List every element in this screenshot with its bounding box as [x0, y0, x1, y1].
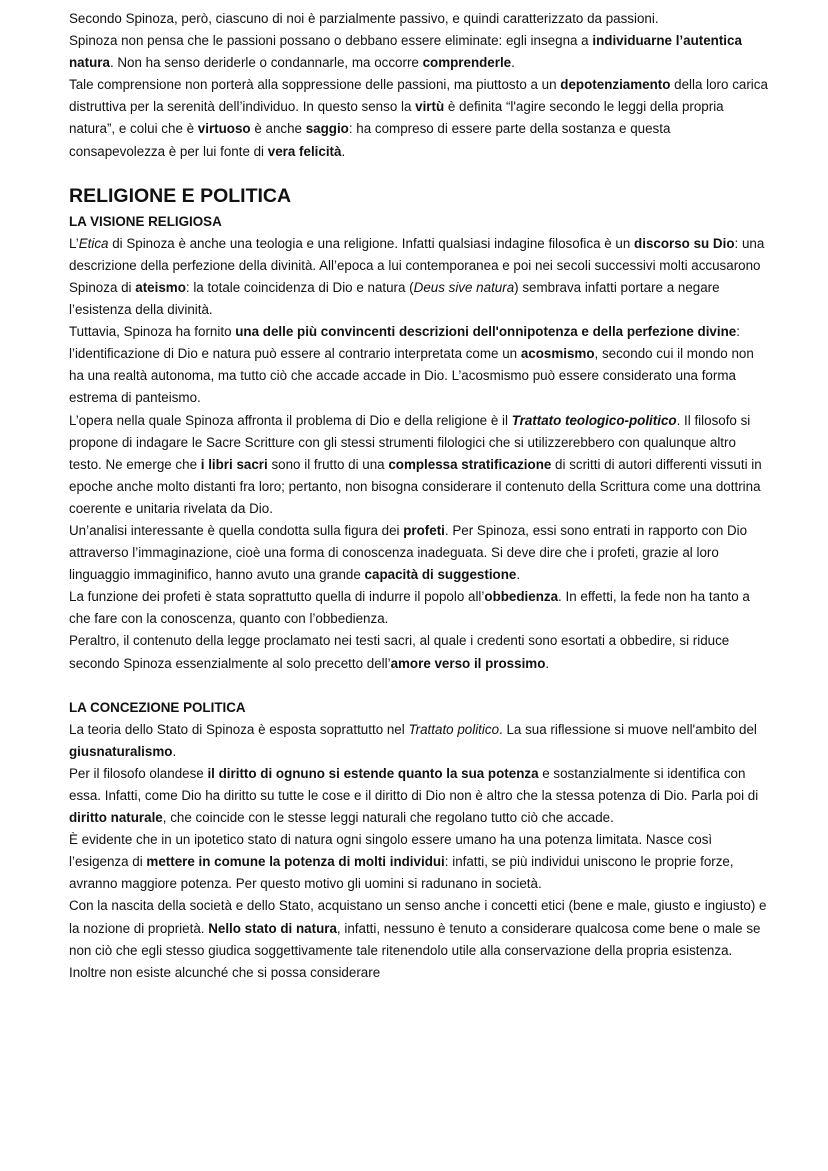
text-run: L’: [69, 235, 79, 251]
section-heading: [69, 181, 769, 211]
text-run: ) sembrava infatti portare a negare l’esistenza della divinità.: [69, 279, 720, 318]
bold-text: Nello stato di natura: [208, 920, 337, 936]
text-run: La teoria dello Stato di Spinoza è esposta soprattutto nel: [69, 721, 409, 737]
text-run: La funzione dei profeti è stata soprattutto quella di indurre il popolo all’: [69, 589, 485, 605]
paragraph: [69, 895, 769, 983]
bold-text: Trattato teologico-politico: [511, 412, 677, 428]
document-page: [69, 8, 769, 984]
italic-text: Deus sive natura: [413, 279, 515, 295]
subsection-heading: [69, 211, 769, 233]
paragraph: [69, 586, 769, 630]
text-run: : una descrizione della perfezione della divinità. All’epoca a lui contemporanea e poi nei secoli successivi molti accusarono Spinoza di: [69, 235, 765, 295]
italic-text: Etica: [78, 235, 109, 251]
bold-text: mettere in comune la potenza di molti individui: [146, 854, 445, 870]
paragraph: [69, 233, 769, 321]
text-run: di scritti di autori differenti vissuti in epoche anche molto distanti fra loro; pertanto, non bisogna considerare il contenuto della Scrittura come una dottrina coerente e unitaria rivelata da Dio.: [69, 456, 762, 516]
bold-text: i libri sacri: [200, 456, 268, 472]
text-run: della loro carica distruttiva per la serenità dell’individuo. In questo senso la: [69, 77, 768, 115]
italic-text: Trattato politico: [408, 721, 500, 737]
text-run: , infatti, nessuno è tenuto a considerare qualcosa come bene o male se non ciò che egli stesso giudica soggettivamente tale ritenendolo utile alla conservazione della propria esistenza. Inoltre non esiste alcunché che si possa considerare: [69, 920, 761, 980]
text-run: , secondo cui il mondo non ha una realtà autonoma, ma tutto ciò che accade accade in Dio. L’acosmismo può essere considerato una forma estrema di panteismo.: [69, 346, 754, 406]
bold-text: virtù: [415, 99, 445, 115]
bold-text: depotenziamento: [560, 77, 671, 93]
text-run: di Spinoza è anche una teologia e una religione. Infatti qualsiasi indagine filosofica è un: [108, 235, 635, 251]
text-run: LA CONCEZIONE POLITICA: [69, 699, 246, 715]
bold-text: diritto naturale: [69, 810, 163, 826]
text-run: . In effetti, la fede non ha tanto a che fare con la conoscenza, quanto con l’obbedienza.: [69, 589, 750, 627]
paragraph: [69, 30, 769, 74]
text-run: . Per Spinoza, essi sono entrati in rapporto con Dio attraverso l’immaginazione, cioè una forma di conoscenza inadeguata. Si deve dire che i profeti, grazie al loro linguaggio immaginifico, hanno avuto una grande: [69, 522, 748, 583]
text-run: e sostanzialmente si identifica con essa. Infatti, come Dio ha diritto su tutte le cose e il diritto di Dio non è altro che la stessa potenza di Dio. Parla poi di: [69, 765, 759, 803]
text-run: . La sua riflessione si muove nell'ambito del: [499, 721, 757, 737]
text-run: .: [172, 743, 177, 759]
text-run: sono il frutto di una: [267, 456, 389, 472]
bold-text: giusnaturalismo: [69, 743, 173, 759]
text-run: : la totale coincidenza di Dio e natura (: [185, 279, 414, 295]
bold-text: acosmismo: [520, 346, 595, 362]
paragraph: [69, 829, 769, 895]
bold-text: obbedienza: [484, 589, 559, 605]
bold-text: complessa stratificazione: [388, 456, 552, 472]
text-run: .: [341, 143, 346, 159]
bold-text: comprenderle: [422, 55, 512, 71]
text-run: : infatti, se più individui uniscono le proprie forze, avranno maggiore potenza. Per questo motivo gli uomini si radunano in società.: [69, 854, 734, 892]
text-run: Con la nascita della società e dello Stato, acquistano un senso anche i concetti etici (bene e male, giusto e ingiusto) e la nozione di proprietà.: [69, 898, 767, 936]
paragraph: [69, 410, 769, 520]
text-run: Per il filosofo olandese: [69, 765, 208, 781]
paragraph: [69, 8, 769, 30]
bold-text: discorso su Dio: [634, 235, 735, 251]
bold-text: una delle più convincenti descrizioni dell'onnipotenza e della perfezione divine: [235, 324, 737, 340]
bold-text: virtuoso: [197, 121, 251, 137]
text-run: Peraltro, il contenuto della legge proclamato nei testi sacri, al quale i credenti sono esortati a obbedire, si riduce secondo Spinoza essenzialmente al solo precetto dell’: [69, 633, 730, 671]
bold-text: il diritto di ognuno si estende quanto la sua potenza: [207, 765, 539, 781]
text-run: È evidente che in un ipotetico stato di natura ogni singolo essere umano ha una potenza limitata. Nasce così l’esigenza di: [69, 832, 713, 870]
text-run: Tale comprensione non porterà alla soppressione delle passioni, ma piuttosto a un: [69, 77, 561, 93]
bold-text: profeti: [403, 522, 445, 538]
paragraph: [69, 763, 769, 829]
text-run: .: [511, 55, 515, 71]
paragraph: [69, 719, 769, 763]
text-run: è anche: [250, 121, 306, 137]
text-run: RELIGIONE E POLITICA: [69, 184, 292, 207]
bold-text: individuarne l’autentica natura: [69, 33, 742, 71]
text-run: Un’analisi interessante è quella condotta sulla figura dei: [69, 522, 404, 538]
bold-text: capacità di suggestione: [364, 567, 517, 583]
bold-text: ateismo: [135, 279, 186, 295]
text-run: è definita “l'agire secondo le leggi della propria natura”, e colui che è: [69, 99, 724, 137]
paragraph: [69, 74, 769, 162]
text-run: L’opera nella quale Spinoza affronta il problema di Dio e della religione è il: [69, 412, 512, 428]
text-run: .: [516, 567, 521, 583]
text-run: : ha compreso di essere parte della sostanza e questa consapevolezza è per lui fonte di: [69, 121, 671, 159]
text-run: . Non ha senso deriderle o condannarle, ma occorre: [109, 55, 423, 71]
text-run: : l’identificazione di Dio e natura può essere al contrario interpretata come un: [69, 324, 740, 362]
text-run: LA VISIONE RELIGIOSA: [69, 213, 222, 229]
text-run: , che coincide con le stesse leggi naturali che regolano tutto ciò che accade.: [162, 810, 614, 826]
bold-text: vera felicità: [267, 143, 342, 159]
text-run: .: [545, 655, 550, 671]
text-run: Spinoza non pensa che le passioni possano o debbano essere eliminate: egli insegna a: [69, 33, 593, 49]
bold-text: saggio: [305, 121, 349, 137]
paragraph: [69, 630, 769, 674]
paragraph: [69, 520, 769, 586]
text-run: Tuttavia, Spinoza ha fornito: [69, 324, 236, 340]
text-run: . Il filosofo si propone di indagare le Sacre Scritture con gli stessi strumenti filologici che si utilizzerebbero con qualunque altro testo. Ne emerge che: [69, 412, 751, 472]
bold-text: amore verso il prossimo: [390, 655, 546, 671]
text-run: Secondo Spinoza, però, ciascuno di noi è parzialmente passivo, e quindi caratterizzato da passioni.: [69, 11, 659, 26]
subsection-heading: [69, 697, 769, 719]
paragraph: [69, 321, 769, 409]
